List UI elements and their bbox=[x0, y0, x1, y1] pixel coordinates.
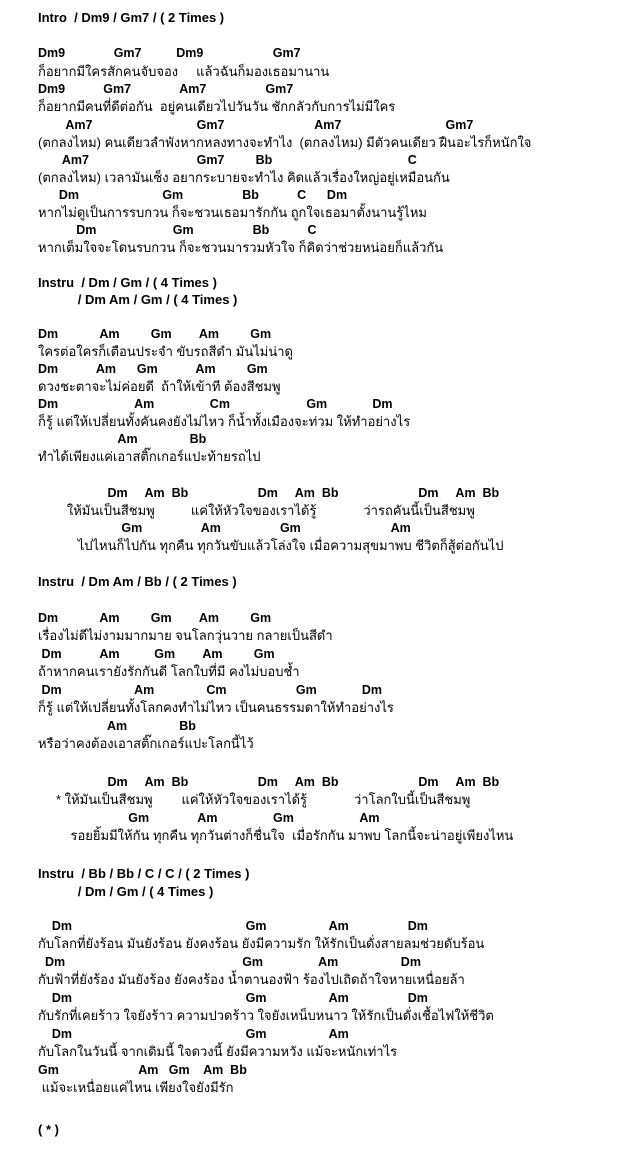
lyric-line: หากเต็มใจจะโดนรบกวน ก็จะชวนมารวมหัวใจ ก็คิดว่าช่วยหน่อยก็แล้วกัน bbox=[38, 240, 444, 255]
chord-line: Dm9 Gm7 Dm9 Gm7 bbox=[38, 46, 301, 60]
section-header: / Dm / Gm / ( 4 Times ) bbox=[38, 884, 214, 899]
chord-line: Dm Am Bb Dm Am Bb Dm Am Bb bbox=[38, 775, 500, 789]
lyric-line: ก็รู้ แต่ให้เปลี่ยนทั้งโลกคงทำไม่ไหว เป็นคนธรรมดาให้ทำอย่างไร bbox=[38, 700, 394, 715]
lyric-line: ไปไหนก็ไปกัน ทุกคืน ทุกวันขับแล้วโล่งใจ เมื่อความสุขมาพบ ชีวิตก็สู้ต่อกันไป bbox=[38, 538, 504, 553]
lyric-line: (ตกลงไหม) เวลามันเซ็ง อยากระบายจะทำไง คิดแล้วเรื่องใหญ่อยู่เหมือนกัน bbox=[38, 170, 450, 185]
chord-line: Dm Gm Am Dm bbox=[38, 919, 428, 933]
lyric-line: ก็อยากมีใครสักคนจับจอง แล้วฉันก็มองเธอมานาน bbox=[38, 64, 330, 79]
lyric-line: กับโลกที่ยังร้อน มันยังร้อน ยังคงร้อน ยังมีความรัก ให้รักเป็นดั่งสายลมช่วยดับร้อน bbox=[38, 936, 485, 951]
chord-line: Gm Am Gm Am Bb bbox=[38, 1063, 247, 1077]
chord-line: Dm Am Gm Am Gm bbox=[38, 647, 275, 661]
lyric-line: ก็รู้ แต่ให้เปลี่ยนทั้งคันคงยังไม่ไหว ก็น้ำทั้งเมืองจะท่วม ให้ทำอย่างไร bbox=[38, 414, 411, 429]
chord-line: Dm Am Gm Am Gm bbox=[38, 362, 268, 376]
chord-line: Am Bb bbox=[38, 432, 207, 446]
chord-line: Am Bb bbox=[38, 719, 196, 733]
chord-line: Dm Gm Bb C Dm bbox=[38, 188, 348, 202]
chord-line: Dm Gm Am bbox=[38, 1027, 349, 1041]
chord-line: Dm Am Bb Dm Am Bb Dm Am Bb bbox=[38, 486, 500, 500]
chord-line: Am7 Gm7 Bb C bbox=[38, 153, 417, 167]
chord-line: Dm Gm Bb C bbox=[38, 223, 317, 237]
lyric-line: หากไม่ดูเป็นการรบกวน ก็จะชวนเธอมารักกัน ถูกใจเธอมาตั้งนานรู้ไหม bbox=[38, 205, 427, 220]
chord-line: Dm Am Cm Gm Dm bbox=[38, 683, 383, 697]
lyric-line: แม้จะเหนื่อยแค่ไหน เพียงใจยังมีรัก bbox=[38, 1080, 234, 1095]
chord-line: Gm Am Gm Am bbox=[38, 811, 380, 825]
section-header: Instru / Bb / Bb / C / C / ( 2 Times ) bbox=[38, 866, 250, 881]
lyric-line: ก็อยากมีคนที่ดีต่อกัน อยู่คนเดียวไปวันวัน ชักกลัวกับการไม่มีใคร bbox=[38, 99, 396, 114]
lyric-line: * ให้มันเป็นสีชมพู แค่ให้หัวใจของเราได้รู้ ว่าโลกใบนี้เป็นสีชมพู bbox=[38, 792, 471, 807]
section-header: Intro / Dm9 / Gm7 / ( 2 Times ) bbox=[38, 10, 225, 25]
lyric-line: กับรักที่เคยร้าว ใจยังร้าว ความปวดร้าว ใจยังเหน็บหนาว ให้รักเป็นดั่งเชื้อไฟให้ชีวิต bbox=[38, 1008, 494, 1023]
chord-line: Dm Am Cm Gm Dm bbox=[38, 397, 393, 411]
lyric-line: ให้มันเป็นสีชมพู แค่ให้หัวใจของเราได้รู้ ว่ารถคันนี้เป็นสีชมพู bbox=[38, 503, 475, 518]
lyric-line: รอยยิ้มมีให้กัน ทุกคืน ทุกวันต่างก็ชื่นใจ เมื่อรักกัน มาพบ โลกนี้จะน่าอยู่เพียงไหน bbox=[38, 828, 514, 843]
lyric-line: หรือว่าคงต้องเอาสติ๊กเกอร์แปะโลกนี้ไว้ bbox=[38, 736, 254, 751]
lyric-line: เรื่องไม่ดีไม่งามมากมาย จนโลกวุ่นวาย กลายเป็นสีดำ bbox=[38, 628, 333, 643]
lyric-line: (ตกลงไหม) คนเดียวลำพังหากหลงทางจะทำไง (ตกลงไหม) มีตัวคนเดียว ฝืนอะไรก็หนักใจ bbox=[38, 135, 532, 150]
lyric-line: ถ้าหากคนเรายังรักกันดี โลกใบที่มี คงไม่บอบช้ำ bbox=[38, 664, 300, 679]
chord-line: Dm Am Gm Am Gm bbox=[38, 327, 272, 341]
lyric-line: ดวงชะตาจะไม่ค่อยดี ถ้าให้เข้าที ต้องสีชมพู bbox=[38, 379, 281, 394]
lyric-line: ทำได้เพียงแค่เอาสติ๊กเกอร์แปะท้ายรถไป bbox=[38, 449, 261, 464]
chord-line: Dm9 Gm7 Am7 Gm7 bbox=[38, 82, 294, 96]
lyric-line: กับฟ้าที่ยังร้อง มันยังร้อง ยังคงร้อง น้ำตานองฟ้า ร้องไปเถิดถ้าใจหายเหนื่อยล้า bbox=[38, 972, 465, 987]
chord-line: Gm Am Gm Am bbox=[38, 521, 411, 535]
lyric-line: กับโลกในวันนี้ จากเดิมนี้ ใจดวงนี้ ยังมีความหวัง แม้จะหนักเท่าไร bbox=[38, 1044, 398, 1059]
section-header: ( * ) bbox=[38, 1122, 59, 1137]
section-header: Instru / Dm / Gm / ( 4 Times ) bbox=[38, 275, 217, 290]
chord-line: Dm Am Gm Am Gm bbox=[38, 611, 272, 625]
chord-line: Dm Gm Am Dm bbox=[38, 991, 428, 1005]
section-header: / Dm Am / Gm / ( 4 Times ) bbox=[38, 292, 238, 307]
section-header: Instru / Dm Am / Bb / ( 2 Times ) bbox=[38, 574, 237, 589]
lyric-line: ใครต่อใครก็เตือนประจำ ขับรถสีดำ มันไม่น่าดู bbox=[38, 344, 293, 359]
chord-line: Am7 Gm7 Am7 Gm7 bbox=[38, 118, 474, 132]
chord-line: Dm Gm Am Dm bbox=[38, 955, 421, 969]
